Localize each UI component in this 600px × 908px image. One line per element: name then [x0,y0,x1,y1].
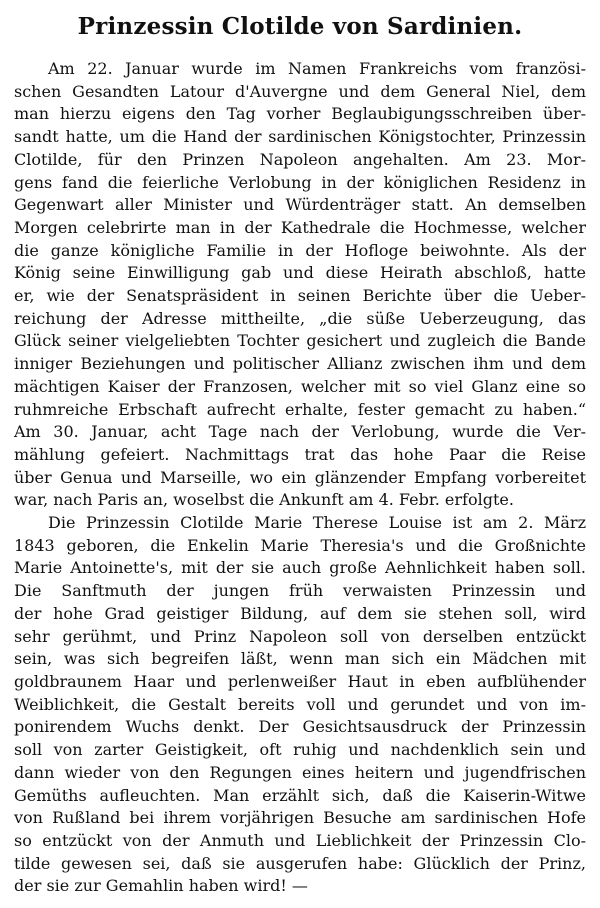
text-line: sein, was sich begreifen läßt, wenn man sich ein Mädchen mit [14,649,586,669]
article-title: Prinzessin Clotilde von Sardinien. [77,13,523,40]
text-line: dann wieder von den Regungen eines heitern und jugendfrischen [14,762,586,782]
text-line: ruhmreiche Erbschaft aufrecht erhalte, fester gemacht zu haben.“ [14,399,586,419]
text-line: Gemüths aufleuchten. Man erzählt sich, daß die Kaiserin-Witwe [14,785,586,805]
text-line: Gegenwart aller Minister und Würdenträger statt. An demselben [14,195,586,215]
text-line: Weiblichkeit, die Gestalt bereits voll und gerundet und von im- [14,694,586,714]
text-line: man hierzu eigens den Tag vorher Beglaubigungsschreiben über- [14,104,586,124]
text-line: Am 22. Januar wurde im Namen Frankreichs vom französi- [48,59,586,78]
text-line: sehr gerühmt, und Prinz Napoleon soll von derselben entzückt [14,626,586,646]
article-body [14,58,586,898]
text-line: von Rußland bei ihrem vorjährigen Besuche am sardinischen Hofe [14,808,586,828]
paragraph [14,58,586,512]
text-line: Die Prinzessin Clotilde Marie Therese Louise ist am 2. März [48,513,586,533]
text-line: mächtigen Kaiser der Franzosen, welcher mit so viel Glanz eine so [14,376,586,396]
text-line: tilde gewesen sei, daß sie ausgerufen habe: Glücklich der Prinz, [14,853,586,873]
text-line: Morgen celebrirte man in der Kathedrale die Hochmesse, welcher [14,217,586,237]
text-line: ponirendem Wuchs denkt. Der Gesichtsausdruck der Prinzessin [14,717,586,737]
text-line: Marie Antoinette's, mit der sie auch große Aehnlichkeit haben soll. [14,558,586,578]
text-line: der hohe Grad geistiger Bildung, auf dem sie stehen soll, wird [14,603,586,623]
text-line: schen Gesandten Latour d'Auvergne und dem General Niel, dem [14,81,586,101]
text-line: König seine Einwilligung gab und diese Heirath abschloß, hatte [14,263,586,283]
text-line: Die Sanftmuth der jungen früh verwaisten Prinzessin und [14,581,586,601]
text-line: inniger Beziehungen und politischer Allianz zwischen ihm und dem [14,354,586,374]
text-line: 1843 geboren, die Enkelin Marie Theresia's und die Großnichte [14,535,586,555]
text-line: Clotilde, für den Prinzen Napoleon angehalten. Am 23. Mor- [14,149,586,169]
text-line: der sie zur Gemahlin haben wird! — [14,876,308,896]
text-line: goldbraunem Haar und perlenweißer Haut in eben aufblühender [14,671,586,691]
text-line: so entzückt von der Anmuth und Lieblichkeit der Prinzessin Clo- [14,830,586,850]
text-line: Am 30. Januar, acht Tage nach der Verlobung, wurde die Ver- [14,422,586,442]
text-line: mählung gefeiert. Nachmittags trat das hohe Paar die Reise [14,444,586,464]
text-line: sandt hatte, um die Hand der sardinischen Königstochter, Prinzessin [14,127,586,147]
text-line: Glück seiner vielgeliebten Tochter gesichert und zugleich die Bande [14,331,586,351]
text-line: reichung der Adresse mittheilte, „die süße Ueberzeugung, das [14,308,586,328]
text-line: soll von zarter Geistigkeit, oft ruhig und nachdenklich sein und [14,740,586,760]
text-line: gens fand die feierliche Verlobung in der königlichen Residenz in [14,172,586,192]
paragraph [14,512,586,898]
text-line: die ganze königliche Familie in der Hofloge beiwohnte. Als der [14,240,586,260]
text-line: über Genua und Marseille, wo ein glänzender Empfang vorbereitet [14,467,586,487]
text-line: war, nach Paris an, woselbst die Ankunft am 4. Febr. erfolgte. [14,490,514,510]
text-line: er, wie der Senatspräsident in seinen Berichte über die Ueber- [14,286,586,306]
